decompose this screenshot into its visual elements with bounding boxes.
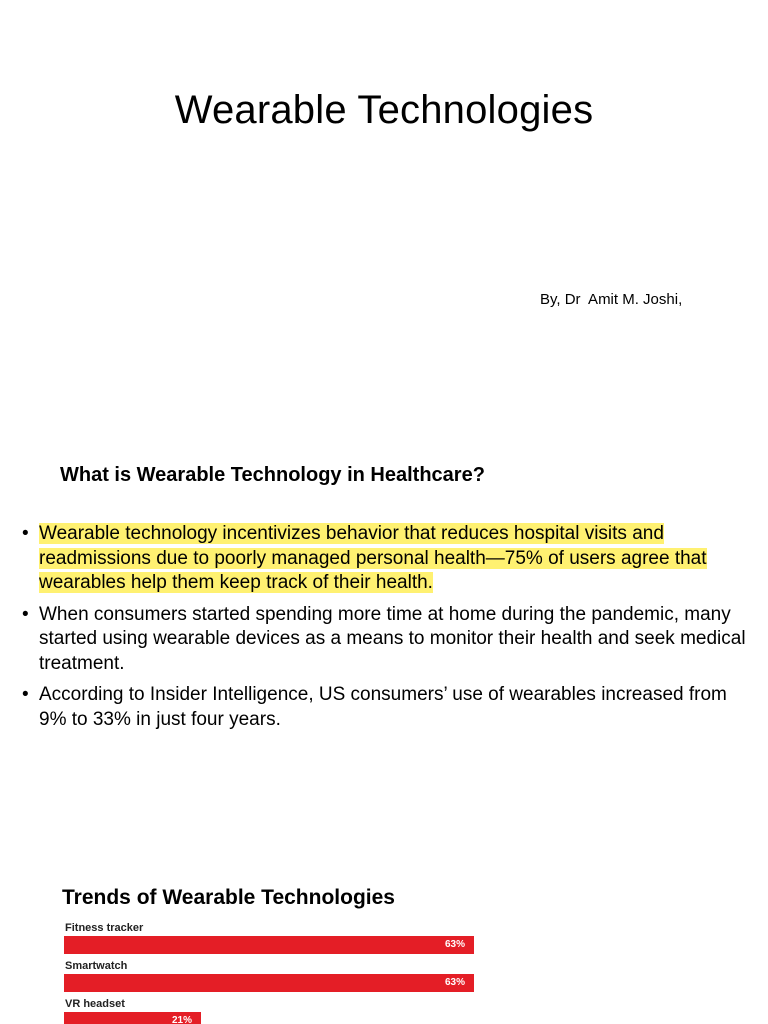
bar-value-label: 21% <box>172 1015 193 1024</box>
bullet-item <box>22 522 748 596</box>
trends-bar-chart <box>64 920 764 1024</box>
bar-value-label: 63% <box>445 977 466 988</box>
bullet-item <box>22 683 748 732</box>
bar-value-label: 63% <box>445 939 466 950</box>
bullet-text: When consumers started spending more time at home during the pandemic, many started using wearable devices as a means to monitor their health and seek medical treatment. <box>39 603 746 674</box>
bullet-marker: • <box>22 523 29 544</box>
bar-row <box>64 958 764 994</box>
section-heading: What is Wearable Technology in Healthcare? <box>60 464 485 486</box>
bullet-text-highlighted: Wearable technology incentivizes behavior that reduces hospital visits and readmissions due to poorly managed personal health—75% of users agree that wearables help them keep track of their health. <box>39 523 707 593</box>
bar-category-label: Smartwatch <box>65 960 128 972</box>
bullet-item <box>22 603 748 677</box>
bullet-marker: • <box>22 684 29 705</box>
slide-title: Wearable Technologies <box>174 88 594 132</box>
bullet-list <box>22 522 748 739</box>
bar-category-label: VR headset <box>65 998 125 1010</box>
bar-category-label: Fitness tracker <box>65 922 144 934</box>
author-byline: By, Dr Amit M. Joshi, <box>540 291 683 308</box>
trends-heading: Trends of Wearable Technologies <box>62 886 395 909</box>
bar-row <box>64 996 764 1024</box>
bar <box>64 974 474 992</box>
bullet-marker: • <box>22 603 29 625</box>
bullet-text: According to Insider Intelligence, US consumers’ use of wearables increased from 9% to 33% in just four years. <box>39 684 727 730</box>
bar-row <box>64 920 764 956</box>
bar <box>64 936 474 954</box>
